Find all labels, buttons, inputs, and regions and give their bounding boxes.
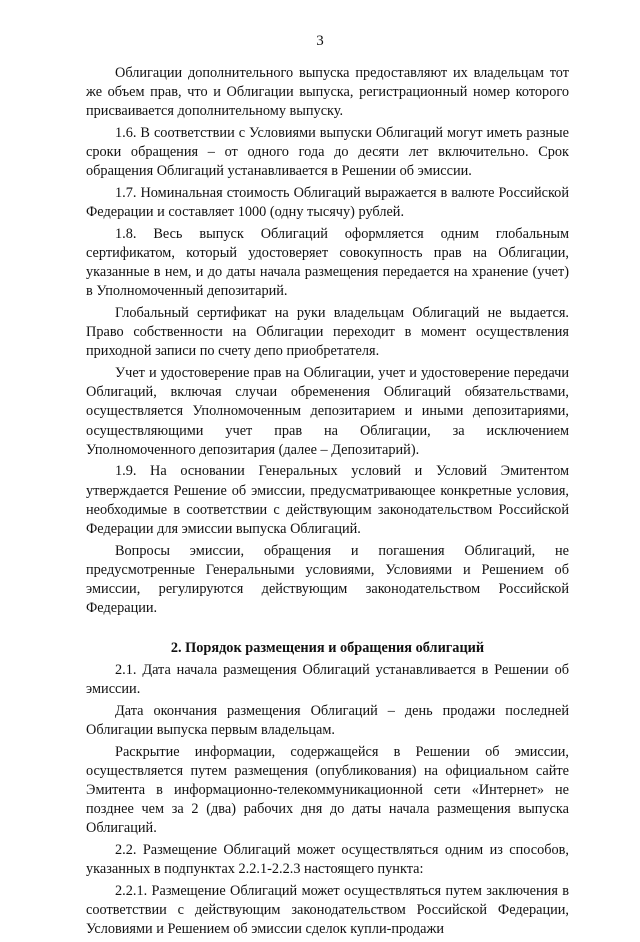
paragraph: 1.9. На основании Генеральных условий и Условий Эмитентом утверждается Решение об эмиссии, предусматривающее конкретные условия, необходимые в соответствии с действующим законодательством Российской Федерации для эмиссии выпуска Облигаций. (86, 463, 569, 538)
section-heading: 2. Порядок размещения и обращения облигаций (170, 640, 485, 657)
paragraph: Облигации дополнительного выпуска предоставляют их владельцам тот же объем прав, что и Облигации выпуска, регистрационный номер которого присваивается дополнительному выпуску. (86, 65, 569, 120)
page-number: 3 (316, 33, 324, 49)
paragraph: Вопросы эмиссии, обращения и погашения Облигаций, не предусмотренные Генеральными условиями, Условиями и Решением об эмиссии, регулируются действующим законодательством Российской Федерации. (86, 542, 569, 617)
paragraph: 2.1. Дата начала размещения Облигаций устанавливается в Решении об эмиссии. (86, 662, 569, 698)
paragraph: Учет и удостоверение прав на Облигации, учет и удостоверение передачи Облигаций, включая случаи обременения Облигаций обязательствами, осуществляется Уполномоченным депозитарием и иными депозитариями, осуществляющими учет прав на Облигации, за исключением Уполномоченного депозитария (далее – Депозитарий). (86, 365, 569, 458)
paragraph: Глобальный сертификат на руки владельцам Облигаций не выдается. Право собственности на Облигации переходит в момент осуществления приходной записи по счету депо приобретателя. (86, 305, 569, 360)
document-body (86, 64, 569, 942)
paragraph: 1.7. Номинальная стоимость Облигаций выражается в валюте Российской Федерации и составляет 1000 (одну тысячу) рублей. (86, 185, 569, 221)
paragraph: 1.6. В соответствии с Условиями выпуски Облигаций могут иметь разные сроки обращения – от одного года до десяти лет включительно. Срок обращения Облигаций устанавливается в Решении об эмиссии. (86, 125, 569, 180)
paragraph: 2.2.1. Размещение Облигаций может осуществляться путем заключения в соответствии с действующим законодательством Российской Федерации, Условиями и Решением об эмиссии сделок купли-продажи (86, 882, 569, 938)
paragraph: Раскрытие информации, содержащейся в Решении об эмиссии, осуществляется путем размещения (опубликования) на официальном сайте Эмитента в информационно-телекоммуникационной сети «Интернет» не позднее чем за 2 (два) рабочих дня до даты начала размещения выпуска Облигаций. (86, 743, 569, 837)
paragraph: 2.2. Размещение Облигаций может осуществляться одним из способов, указанных в подпунктах 2.2.1-2.2.3 настоящего пункта: (86, 842, 569, 878)
paragraph: 1.8. Весь выпуск Облигаций оформляется одним глобальным сертификатом, который удостоверяет совокупность прав на Облигации, указанные в нем, и до даты начала размещения передается на хранение (учет) в Уполномоченный депозитарий. (86, 225, 569, 300)
paragraph: Дата окончания размещения Облигаций – день продажи последней Облигации выпуска первым владельцам. (86, 702, 569, 739)
